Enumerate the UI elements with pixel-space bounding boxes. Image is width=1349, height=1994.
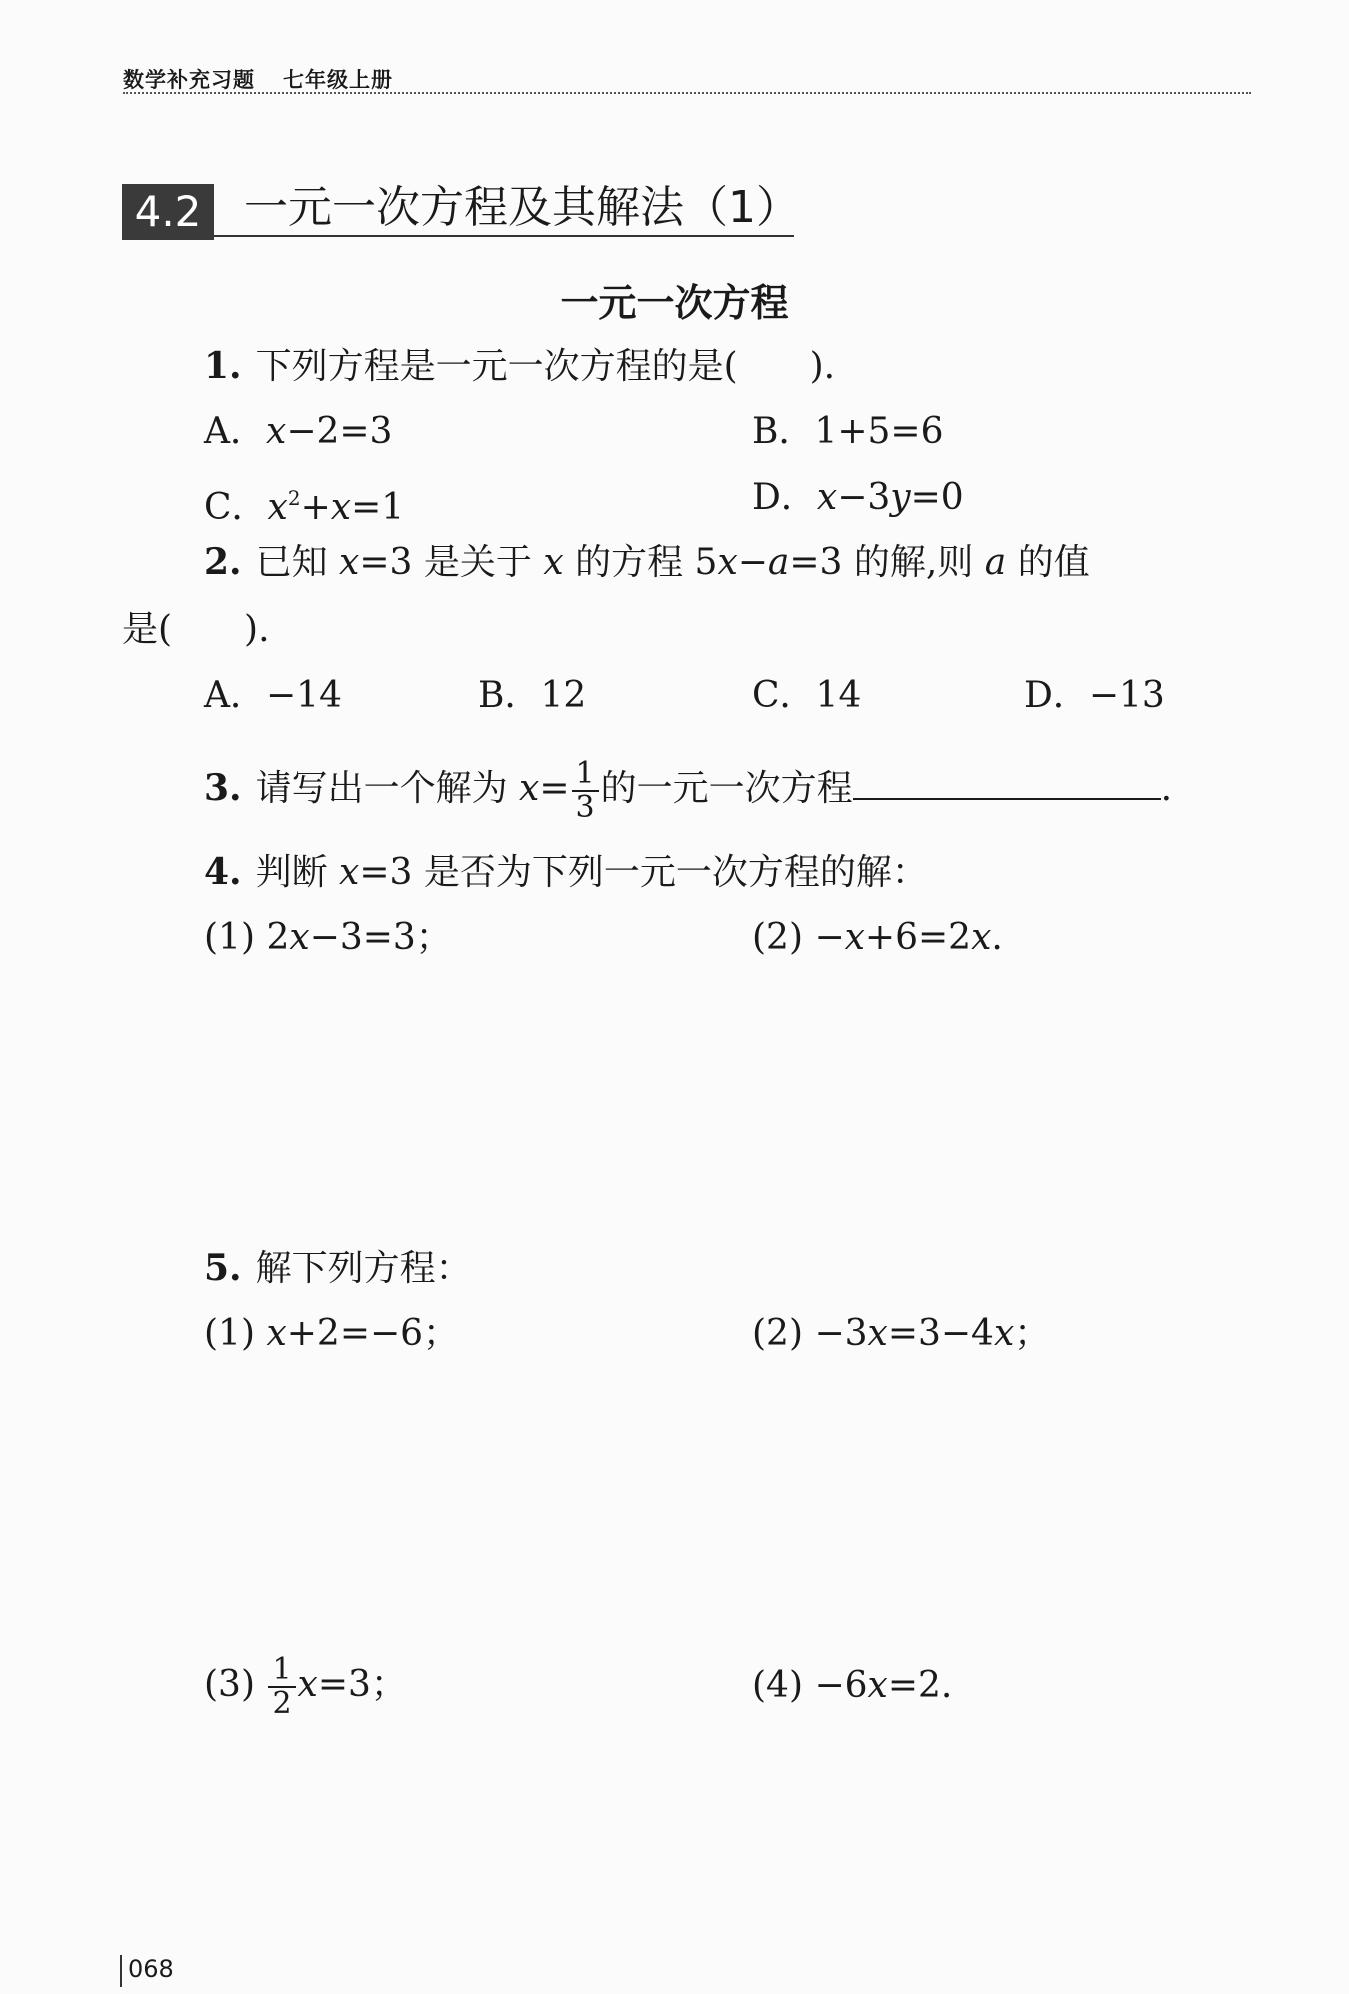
q2-option-d: D．−13	[1024, 675, 1165, 716]
question-4: 4. 判断 x=3 是否为下列一元一次方程的解：	[204, 851, 928, 893]
q1-option-d: D．x−3y=0	[752, 477, 964, 518]
q1-option-b: B．1+5=6	[752, 411, 944, 452]
question-5: 5. 解下列方程：	[204, 1247, 472, 1289]
question-number: 1.	[204, 345, 242, 387]
running-header	[123, 64, 393, 94]
question-stem: 下列方程是一元一次方程的是( ).	[255, 346, 836, 387]
q4-part-2: (2) −x+6=2x.	[752, 917, 1003, 958]
question-3: 3. 请写出一个解为 x= $\frac{1}{3}$ 的一元一次方程 .	[204, 756, 1173, 825]
book-title: 数学补充习题	[123, 68, 255, 92]
header-divider	[123, 92, 1251, 94]
question-1	[204, 342, 835, 391]
q2-option-a: A．−14	[204, 675, 342, 716]
section-title: 一元一次方程及其解法（1）	[244, 182, 800, 233]
question-2: 2. 已知 x=3 是关于 x 的方程 5x−a=3 的解,则 a 的值	[204, 541, 1090, 583]
section-underline	[214, 235, 794, 237]
q1-option-a: A．x−2=3	[204, 411, 393, 452]
page-number-bar	[120, 1955, 122, 1987]
section-number: 4.2	[122, 184, 214, 240]
fraction: $\frac{1}{3}$	[572, 758, 599, 824]
grade-label: 七年级上册	[283, 68, 393, 92]
q5-part-2: (2) −3x=3−4x；	[752, 1313, 1051, 1354]
q5-part-1: (1) x+2=−6；	[204, 1313, 460, 1354]
q4-part-1: (1) 2x−3=3；	[204, 917, 452, 958]
q5-part-4: (4) −6x=2.	[752, 1665, 953, 1706]
q2-option-b: B．12	[478, 675, 587, 716]
subsection-title: 一元一次方程	[560, 281, 789, 325]
q1-option-c: C．$x^2+x=1$	[204, 486, 405, 528]
q5-part-3: (3) $\frac{1}{2}$ x=3；	[204, 1652, 407, 1721]
page-number: 068	[128, 1955, 174, 1983]
answer-blank[interactable]	[853, 762, 1161, 800]
question-2-continued: 是( ).	[122, 609, 270, 650]
q2-option-c: C．14	[752, 675, 862, 716]
fraction: $\frac{1}{2}$	[268, 1654, 295, 1720]
